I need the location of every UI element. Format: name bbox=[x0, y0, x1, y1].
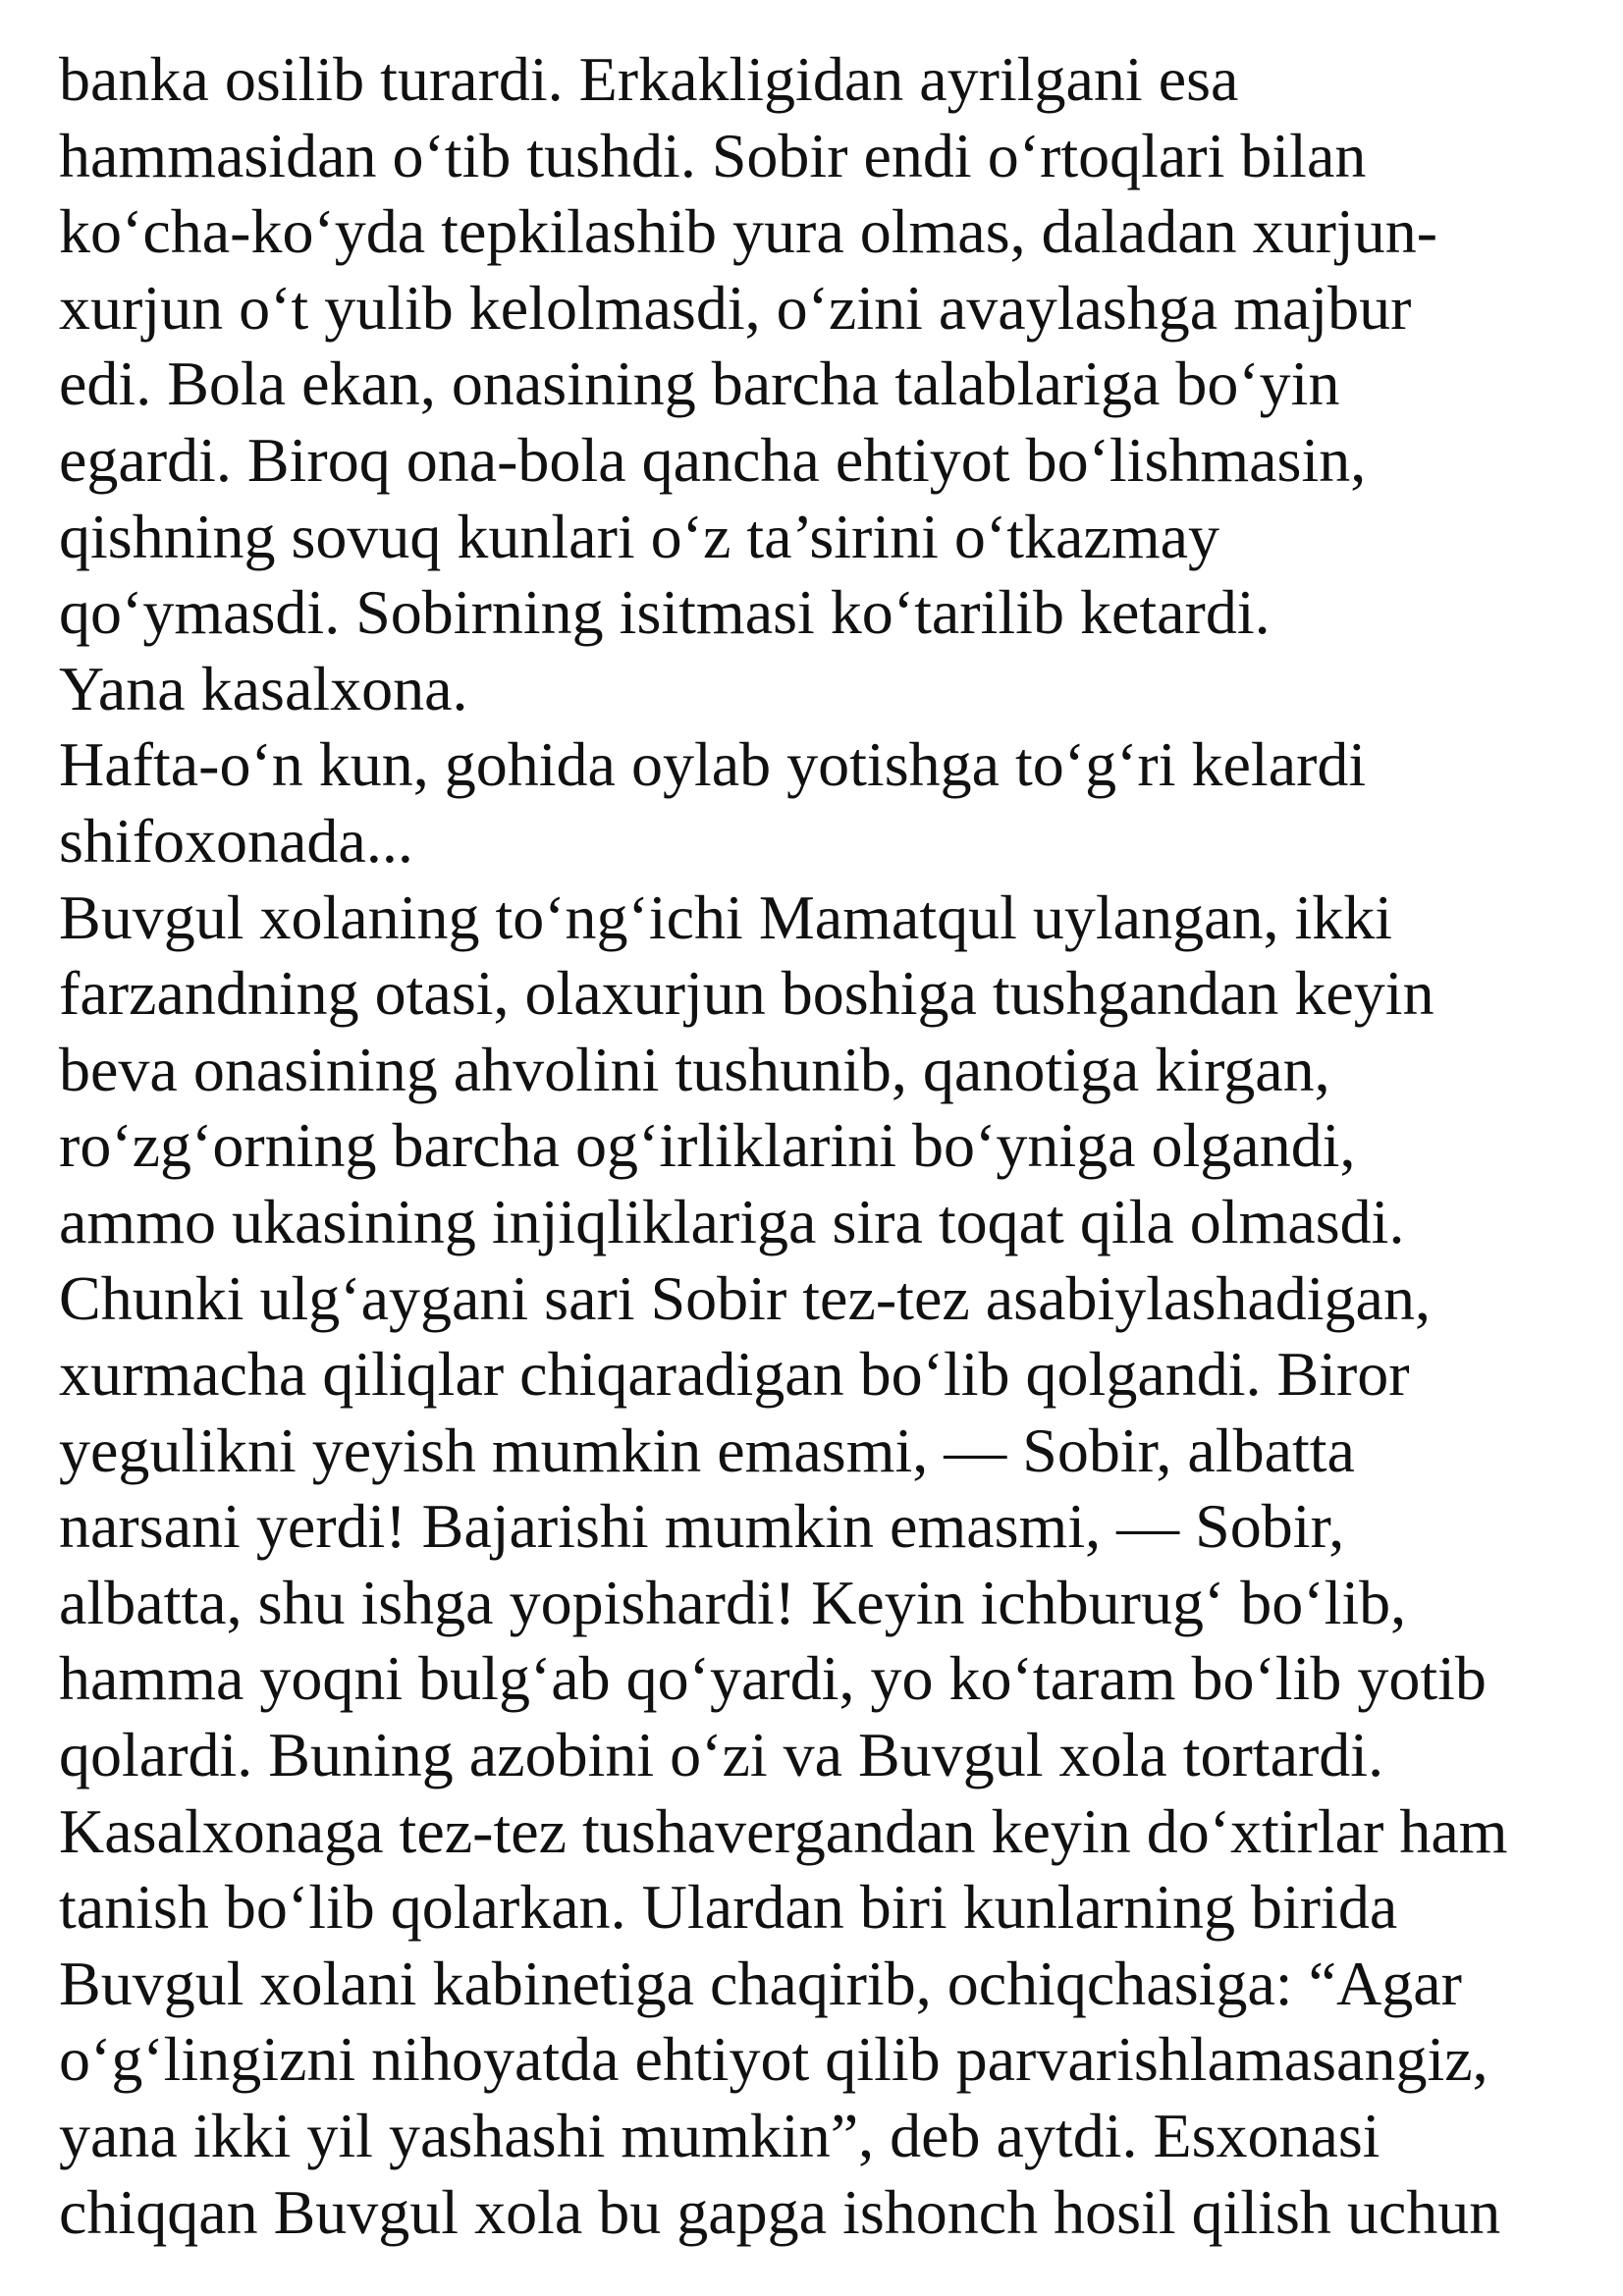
text-line: hamma yoqni bulg‘ab qo‘yardi, yo ko‘taram bo‘lib yotib bbox=[59, 1643, 1487, 1714]
text-line: ko‘cha-ko‘yda tepkilashib yura olmas, daladan xurjun- bbox=[59, 196, 1437, 267]
text-line: Hafta-o‘n kun, gohida oylab yotishga to‘g‘ri kelardi bbox=[59, 729, 1367, 800]
text-line: albatta, shu ishga yopishardi! Keyin ichburug‘ bo‘lib, bbox=[59, 1567, 1407, 1637]
text-line: qo‘ymasdi. Sobirning isitmasi ko‘tarilib ketardi. bbox=[59, 577, 1271, 648]
text-line: Buvgul xolani kabinetiga chaqirib, ochiqchasiga: “Agar bbox=[59, 1948, 1462, 2018]
text-line: qolardi. Buning azobini o‘zi va Buvgul xola tortardi. bbox=[59, 1720, 1384, 1790]
text-line: Chunki ulg‘aygani sari Sobir tez-tez asabiylashadigan, bbox=[59, 1262, 1431, 1333]
text-line: Kasalxonaga tez-tez tushavergandan keyin do‘xtirlar ham bbox=[59, 1795, 1508, 1866]
text-line: tanish bo‘lib qolarkan. Ulardan biri kunlarning birida bbox=[59, 1872, 1398, 1943]
text-line: chiqqan Buvgul xola bu gapga ishonch hosil qilish uchun bbox=[59, 2176, 1501, 2247]
text-line: edi. Bola ekan, onasining barcha talablariga bo‘yin bbox=[59, 348, 1340, 419]
text-line: egardi. Biroq ona-bola qancha ehtiyot bo‘lishmasin, bbox=[59, 424, 1367, 495]
text-line: narsani yerdi! Bajarishi mumkin emasmi, — Sobir, bbox=[59, 1491, 1345, 1562]
text-line: o‘g‘lingizni nihoyatda ehtiyot qilib parvarishlamasangiz, bbox=[59, 2024, 1488, 2095]
text-line: xurmacha qiliqlar chiqaradigan bo‘lib qolgandi. Biror bbox=[59, 1339, 1410, 1410]
document-page bbox=[59, 41, 1610, 2279]
text-line: Yana kasalxona. bbox=[59, 653, 468, 723]
text-line: shifoxonada... bbox=[59, 805, 413, 876]
text-line: beva onasining ahvolini tushunib, qanotiga kirgan, bbox=[59, 1034, 1330, 1104]
text-line: yegulikni yeyish mumkin emasmi, — Sobir, albatta bbox=[59, 1415, 1355, 1485]
text-line: banka osilib turardi. Erkakligidan ayrilgani esa bbox=[59, 44, 1239, 114]
text-line: ro‘zg‘orning barcha og‘irliklarini bo‘yniga olgandi, bbox=[59, 1110, 1356, 1181]
text-line: farzandning otasi, olaxurjun boshiga tushgandan keyin bbox=[59, 958, 1434, 1029]
text-line: ammo ukasining injiqliklariga sira toqat qila olmasdi. bbox=[59, 1186, 1405, 1256]
text-line: Buvgul xolaning to‘ng‘ichi Mamatqul uylangan, ikki bbox=[59, 881, 1393, 952]
text-line: hammasidan o‘tib tushdi. Sobir endi o‘rtoqlari bilan bbox=[59, 120, 1367, 190]
text-line: yana ikki yil yashashi mumkin”, deb aytdi. Esxonasi bbox=[59, 2101, 1380, 2171]
text-line: qishning sovuq kunlari o‘z ta’sirini o‘tkazmay bbox=[59, 501, 1219, 571]
text-line: xurjun o‘t yulib kelolmasdi, o‘zini avaylashga majbur bbox=[59, 272, 1412, 343]
